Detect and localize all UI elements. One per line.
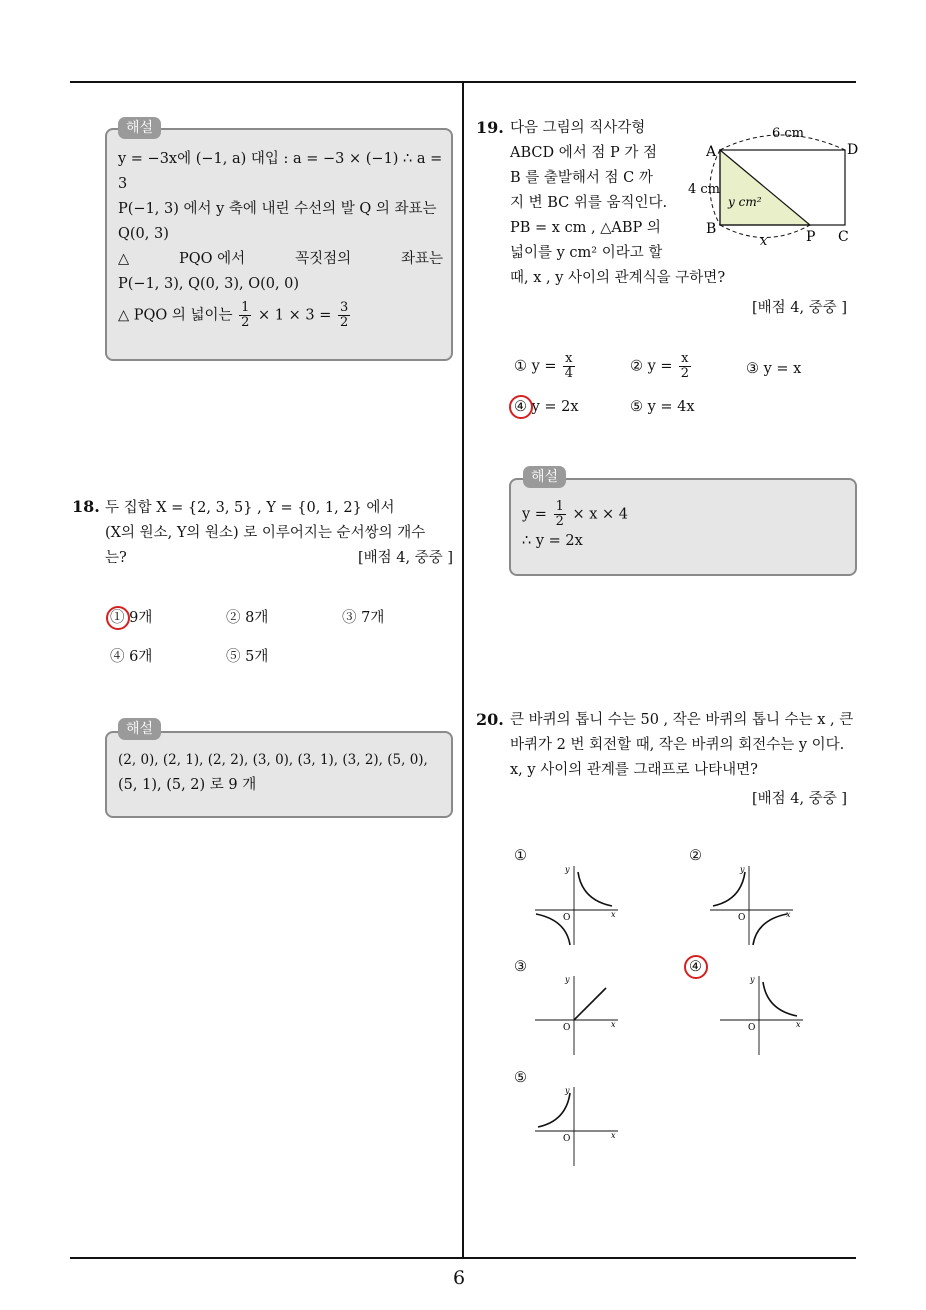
shaded-triangle (720, 150, 810, 225)
question-line: 두 집합 X = {2, 3, 5} , Y = {0, 1, 2} 에서 (105, 500, 395, 516)
question-line: 다음 그림의 직사각형 (510, 120, 646, 136)
svg-text:x: x (611, 1020, 616, 1029)
svg-text:x: x (786, 910, 791, 919)
question-line: 는? [배점 4, 중중 ] (105, 546, 453, 571)
choice-3[interactable]: ③ 7개 (342, 610, 385, 626)
question-line: B 를 출발해서 점 C 까 (510, 170, 653, 186)
score-label: [배점 4, 중중 ] (752, 300, 848, 316)
solution-line: Q(0, 3) (118, 226, 169, 242)
vertex-b: B (706, 221, 717, 237)
svg-text:O: O (563, 1134, 571, 1144)
solution-line: P(−1, 3) 에서 y 축에 내린 수선의 발 Q 의 좌표는 (118, 201, 437, 217)
triangle-symbol: △ (118, 251, 130, 267)
text-segment: PQO 에서 (179, 251, 246, 267)
text-segment: 꼭짓점의 (295, 251, 352, 267)
solution-tag: 해설 (118, 117, 161, 139)
question-number-19: 19. (476, 118, 504, 137)
graph-choice-3[interactable] (530, 972, 625, 1057)
svg-text:x: x (611, 1131, 616, 1140)
solution-line: 3 (118, 176, 128, 192)
question-line: 큰 바퀴의 톱니 수는 50 , 작은 바퀴의 톱니 수는 x , 큰 (510, 712, 854, 728)
solution-line: ∴ y = 2x (522, 533, 583, 549)
solution-line: (2, 0), (2, 1), (2, 2), (3, 0), (3, 1), (3, 2), (5, 0), (118, 752, 428, 768)
question-line: x, y 사이의 관계를 그래프로 나타내면? (510, 762, 758, 778)
svg-text:x: x (796, 1020, 801, 1029)
choice-1[interactable]: ① (514, 848, 527, 864)
svg-text:O: O (563, 1023, 571, 1033)
text-segment: 좌표는 (400, 251, 443, 267)
label-top: 6 cm (772, 126, 805, 141)
choice-3[interactable]: ③ (514, 959, 527, 975)
svg-text:O: O (748, 1023, 756, 1033)
choice-4[interactable]: ④ y = 2x (514, 399, 579, 415)
solution-17-text (118, 147, 443, 330)
choice-1[interactable]: ① 9개 (110, 610, 153, 626)
choice-2[interactable]: ② 8개 (226, 610, 269, 626)
label-left: 4 cm (688, 182, 721, 197)
graph-choice-5[interactable] (530, 1083, 625, 1168)
question-20-text (510, 708, 860, 783)
choice-3[interactable]: ③ y = x (746, 361, 802, 377)
origin-label: O (563, 913, 571, 923)
question-line: 넓이를 y cm² 이라고 할 (510, 245, 663, 261)
svg-text:y: y (750, 975, 755, 984)
answer-mark-circle (509, 395, 533, 419)
choice-2[interactable]: ② (689, 848, 702, 864)
solution-tag: 해설 (523, 466, 566, 488)
graph-choice-2[interactable] (705, 862, 800, 947)
choice-5[interactable]: ⑤ y = 4x (630, 399, 695, 415)
vertex-d: D (847, 142, 859, 158)
choice-5[interactable]: ⑤ (514, 1070, 527, 1086)
question-line: ABCD 에서 점 P 가 점 (510, 145, 657, 161)
fraction: $\frac{3}{2}$ (340, 300, 349, 330)
svg-text:y: y (740, 865, 745, 874)
page-number: 6 (453, 1267, 466, 1289)
answer-mark-circle (684, 955, 708, 979)
question-line: (X의 원소, Y의 원소) 로 이루어지는 순서쌍의 개수 (105, 525, 426, 541)
fraction: $\frac{1}{2}$ (241, 300, 250, 330)
score-label: [배점 4, 중중 ] (752, 791, 848, 807)
vertex-c: C (838, 229, 849, 245)
vertex-p: P (806, 229, 816, 245)
choice-2[interactable]: ② y = $\frac{x}{2}$ (630, 351, 689, 381)
question-line: 때, x , y 사이의 관계식을 구하면? (510, 270, 726, 286)
score-label: [배점 4, 중중 ] (357, 550, 453, 566)
column-divider (462, 82, 464, 1258)
choice-5[interactable]: ⑤ 5개 (226, 649, 269, 665)
rectangle-figure (680, 120, 860, 250)
solution-line: △ PQO 의 넓이는 $\frac{1}{2}$ × 1 × 3 = $\frac{3}{2}$ (118, 300, 349, 330)
svg-text:y: y (565, 975, 570, 984)
solution-line (118, 247, 443, 272)
axis-x-label: x (611, 910, 616, 919)
axis-y-label: y (565, 865, 570, 874)
answer-mark-circle (106, 606, 130, 630)
solution-tag: 해설 (118, 718, 161, 740)
choice-1[interactable]: ① y = $\frac{x}{4}$ (514, 351, 573, 381)
question-line: PB = x cm , △ABP 의 (510, 220, 661, 236)
solution-line: y = −3x에 (−1, a) 대입 : a = −3 × (−1) ∴ a = (118, 151, 443, 167)
vertex-a: A (706, 144, 717, 160)
solution-line: (5, 1), (5, 2) 로 9 개 (118, 777, 257, 793)
choice-4[interactable]: ④ 6개 (110, 649, 153, 665)
solution-18-text (118, 748, 448, 798)
question-18-text (105, 496, 453, 571)
label-bottom: x (760, 234, 768, 249)
svg-text:O: O (738, 913, 746, 923)
question-line: 지 변 BC 위를 움직인다. (510, 195, 668, 211)
question-number-20: 20. (476, 710, 504, 729)
graph-choice-1[interactable] (530, 862, 625, 947)
solution-line: y = $\frac{1}{2}$ × x × 4 (522, 499, 628, 529)
label-area: y cm² (728, 195, 762, 209)
solution-line: P(−1, 3), Q(0, 3), O(0, 0) (118, 276, 300, 292)
graph-choice-4[interactable] (715, 972, 810, 1057)
question-number-18: 18. (72, 497, 100, 516)
choice-4[interactable]: ④ (689, 959, 702, 975)
svg-text:y: y (565, 1086, 570, 1095)
question-line: 바퀴가 2 번 회전할 때, 작은 바퀴의 회전수는 y 이다. (510, 737, 845, 753)
solution-19-text (522, 500, 628, 554)
